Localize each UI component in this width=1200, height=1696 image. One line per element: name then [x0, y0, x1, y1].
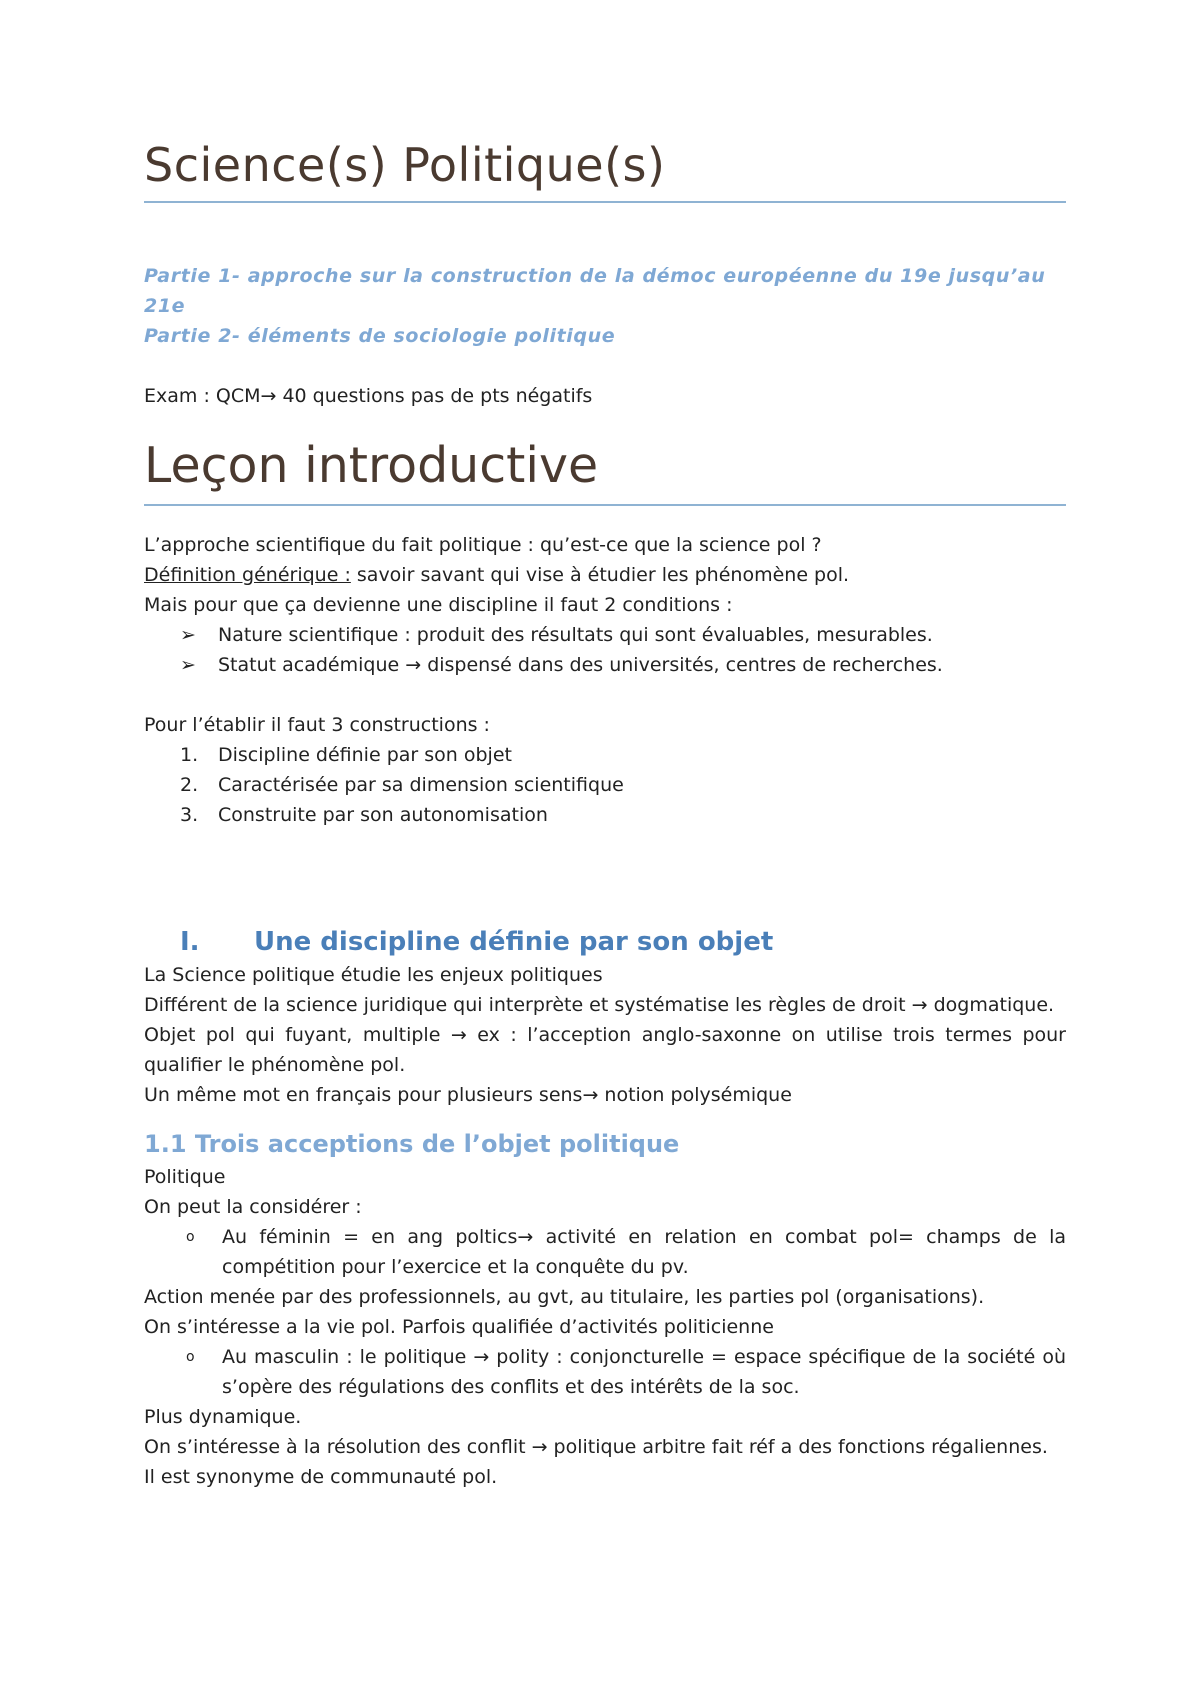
subsection-1-1-heading: 1.1 Trois acceptions de l’objet politique — [144, 1129, 680, 1158]
paragraph: Un même mot en français pour plusieurs sens→ notion polysémique — [144, 1083, 792, 1106]
lesson-title: Leçon introductive — [144, 437, 1066, 506]
paragraph: Objet pol qui fuyant, multiple → ex : l’acception anglo-saxonne on utilise trois termes pour qualifier le phénomène pol. — [144, 1023, 1066, 1076]
list-item — [144, 770, 1066, 800]
list-item — [144, 1342, 1066, 1402]
list-item-text: Au féminin = en ang poltics→ activité en relation en combat pol= champs de la compétition pour l’exercice et la conquête du pv. — [222, 1225, 1066, 1278]
arrow-bullet-icon: ➢ — [180, 623, 196, 646]
arrow-bullet-icon: ➢ — [180, 653, 196, 676]
list-number: 2. — [180, 773, 199, 796]
list-item — [144, 620, 1066, 650]
definition-line — [144, 560, 1066, 590]
conditions-intro: Mais pour que ça devienne une discipline il faut 2 conditions : — [144, 593, 733, 616]
list-item-text: Au masculin : le politique → polity : conjoncturelle = espace spécifique de la société où s’opère des régulations des conflits et des intérêts de la soc. — [222, 1345, 1066, 1398]
document-title: Science(s) Politique(s) — [144, 138, 1066, 203]
document-content — [144, 138, 1066, 1492]
list-item — [144, 1222, 1066, 1282]
list-item — [144, 740, 1066, 770]
list-item-text: Statut académique → dispensé dans des universités, centres de recherches. — [218, 653, 943, 676]
section-number: I. — [180, 926, 200, 957]
section-title: Une discipline définie par son objet — [254, 926, 774, 957]
list-number: 1. — [180, 743, 199, 766]
constructions-list — [144, 740, 1066, 830]
paragraph: Politique — [144, 1165, 226, 1188]
paragraph: La Science politique étudie les enjeux politiques — [144, 963, 603, 986]
list-item — [144, 650, 1066, 680]
circle-list — [144, 1222, 1066, 1282]
circle-bullet-icon: o — [186, 1348, 195, 1365]
subtitle-part-2: Partie 2- éléments de sociologie politique — [144, 325, 616, 348]
definition-label: Définition générique : — [144, 563, 351, 586]
subtitle-block — [144, 261, 1066, 351]
paragraph: Il est synonyme de communauté pol. — [144, 1465, 498, 1488]
paragraph: Action menée par des professionnels, au gvt, au titulaire, les parties pol (organisations). — [144, 1285, 985, 1308]
list-item — [144, 800, 1066, 830]
circle-list — [144, 1342, 1066, 1402]
circle-bullet-icon: o — [186, 1228, 195, 1245]
conditions-list — [144, 620, 1066, 680]
paragraph: On s’intéresse à la résolution des conflit → politique arbitre fait réf a des fonctions régaliennes. — [144, 1435, 1048, 1458]
list-item-text: Construite par son autonomisation — [218, 803, 548, 826]
definition-text: savoir savant qui vise à étudier les phénomène pol. — [350, 563, 850, 586]
paragraph: On peut la considérer : — [144, 1195, 362, 1218]
list-number: 3. — [180, 803, 199, 826]
section-1-heading — [144, 924, 1066, 960]
list-item-text: Nature scientifique : produit des résultats qui sont évaluables, mesurables. — [218, 623, 933, 646]
list-item-text: Discipline définie par son objet — [218, 743, 512, 766]
paragraph: Plus dynamique. — [144, 1405, 302, 1428]
list-item-text: Caractérisée par sa dimension scientifique — [218, 773, 624, 796]
exam-line: Exam : QCM→ 40 questions pas de pts négatifs — [144, 385, 593, 408]
constructions-intro: Pour l’établir il faut 3 constructions : — [144, 713, 490, 736]
subtitle-part-1: Partie 1- approche sur la construction de la démoc européenne du 19e jusqu’au 21e — [144, 265, 1046, 318]
paragraph: On s’intéresse a la vie pol. Parfois qualifiée d’activités politicienne — [144, 1315, 774, 1338]
paragraph: Différent de la science juridique qui interprète et systématise les règles de droit → dogmatique. — [144, 993, 1055, 1016]
intro-line: L’approche scientifique du fait politique : qu’est-ce que la science pol ? — [144, 533, 822, 556]
